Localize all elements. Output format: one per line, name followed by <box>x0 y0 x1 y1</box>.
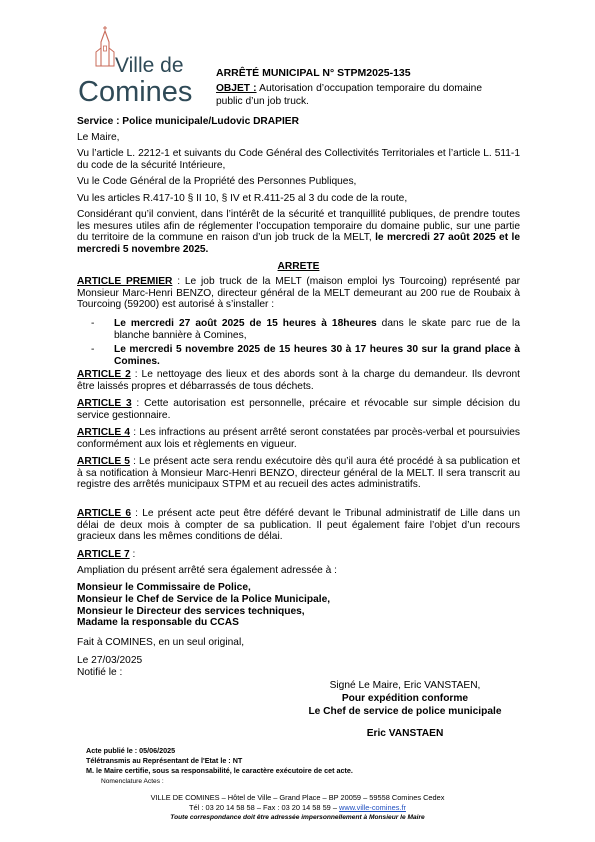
article-1 <box>77 276 520 311</box>
vu-line: Vu le Code Général de la Propriété des Personnes Publiques, <box>77 176 357 187</box>
article-1-text: : Le job truck de la MELT (maison emploi lys Tourcoing) représenté par Monsieur Marc-Henri BENZO, directeur général de la MELT demeurant au 200 rue de Roubaix à Tourcoing (59200) est autorisé à s’installer : <box>77 276 520 311</box>
article-5: ARTICLE 5 : Le présent acte sera rendu exécutoire dès qu’il aura été procédé à sa publication et à sa notification à Monsieur Marc-Henri BENZO, directeur général de la MELT. Il sera transcrit au registre des arrêtés municipaux STPM et au recueil des actes administratifs. <box>77 456 520 491</box>
objet-label: OBJET : <box>216 83 257 94</box>
considerant-paragraph <box>77 209 520 255</box>
objet-text: Autorisation d’occupation temporaire du domaine public d’un job truck. <box>216 83 482 107</box>
vu-line: Vu l’article L. 2212-1 et suivants du Code Général des Collectivités Territoriales et l’article L. 511-1 du code de la sécurité Intérieure, <box>77 148 520 171</box>
teletransmission: Télétransmis au Représentant de l'Etat le : NT <box>86 756 243 765</box>
decree-object <box>216 83 482 108</box>
website-link[interactable]: www.ville-comines.fr <box>339 803 406 812</box>
signature-line2: Pour expédition conforme <box>341 692 469 704</box>
list-item: Monsieur le Chef de Service de la Police Municipale, <box>77 593 331 605</box>
list-item: - Le mercredi 27 août 2025 de 15 heures à 18heures dans le skate parc rue de la blanche bannière à Comines, <box>91 318 520 341</box>
article-6: ARTICLE 6 : Le présent acte peut être déféré devant le Tribunal administratif de Lille dans un délai de deux mois à compter de sa publication. Il peut également faire l’objet d’un recours gracieux dans les mêmes conditions de délai. <box>77 508 520 543</box>
le-maire: Le Maire, <box>77 132 120 143</box>
considerant-dates: le mercredi 27 août 2025 et le mercredi 5 novembre 2025. <box>77 232 520 255</box>
signature-block <box>280 680 530 718</box>
considerant-text: Considérant qu’il convient, dans l’intérêt de la sécurité et tranquillité publiques, de prendre toutes les mesures utiles afin de réglementer l’occupation temporaire du domaine public, sur une partie du territoire de la commune en raison d’un job truck de la MELT, <box>77 209 520 244</box>
arrete-heading: ARRETE <box>277 261 320 272</box>
logo-line1: Ville de <box>115 54 184 77</box>
church-icon <box>94 26 116 68</box>
article-4: ARTICLE 4 : Les infractions au présent arrêté seront constatées par procès-verbal et poursuivies conformément aux lois et règlements en vigueur. <box>77 427 520 450</box>
footer-contact: Tél : 03 20 14 58 58 – Fax : 03 20 14 58 59 – www.ville-comines.fr <box>189 803 406 812</box>
notifie-line: Notifié le : <box>77 667 123 678</box>
list-item: Madame la responsable du CCAS <box>77 617 239 629</box>
ampliation-line: Ampliation du présent arrêté sera également adressée à : <box>77 565 337 576</box>
decree-title: ARRÊTÉ MUNICIPAL N° STPM2025-135 <box>216 67 411 79</box>
publication-block <box>86 746 353 776</box>
fait-line: Fait à COMINES, en un seul original, <box>77 637 245 648</box>
signature-line1: Signé Le Maire, Eric VANSTAEN, <box>329 680 481 691</box>
article-1-list <box>77 318 520 370</box>
footer-note: Toute correspondance doit être adressée impersonnellement à Monsieur le Maire <box>170 814 425 821</box>
article-2: ARTICLE 2 : Le nettoyage des lieux et des abords sont à la charge du demandeur. Ils devront être laissés propres et débarrassés de tous déchets. <box>77 369 520 392</box>
city-logo <box>78 20 196 110</box>
footer-address: VILLE DE COMINES – Hôtel de Ville – Grand Place – BP 20059 – 59558 Comines Cedex <box>150 793 445 802</box>
recipients-list <box>77 582 330 629</box>
signatory-name: Eric VANSTAEN <box>366 728 444 739</box>
certification: M. le Maire certifie, sous sa responsabilité, le caractère exécutoire de cet acte. <box>86 766 353 775</box>
nomenclature: Nomenclature Actes : <box>101 778 164 785</box>
article-7: ARTICLE 7 : <box>77 549 136 560</box>
list-item: Monsieur le Directeur des services techniques, <box>77 605 305 617</box>
list-item: - Le mercredi 5 novembre 2025 de 15 heures 30 à 17 heures 30 sur la grand place à Comines. <box>91 344 520 367</box>
service-line: Service : Police municipale/Ludovic DRAPIER <box>77 116 299 127</box>
vu-line: Vu les articles R.417-10 § II 10, § IV et R.411-25 al 3 du code de la route, <box>77 193 408 204</box>
article-3: ARTICLE 3 : Cette autorisation est personnelle, précaire et révocable sur simple décision du service gestionnaire. <box>77 398 521 421</box>
footer <box>0 793 595 822</box>
list-item: Monsieur le Commissaire de Police, <box>77 582 251 593</box>
signature-line3: Le Chef de service de police municipale <box>308 705 502 717</box>
publication-date: Acte publié le : 05/06/2025 <box>86 746 176 755</box>
date-line: Le 27/03/2025 <box>77 655 143 666</box>
logo-line2: Comines <box>78 76 193 108</box>
article-1-label: ARTICLE PREMIER <box>77 276 173 287</box>
